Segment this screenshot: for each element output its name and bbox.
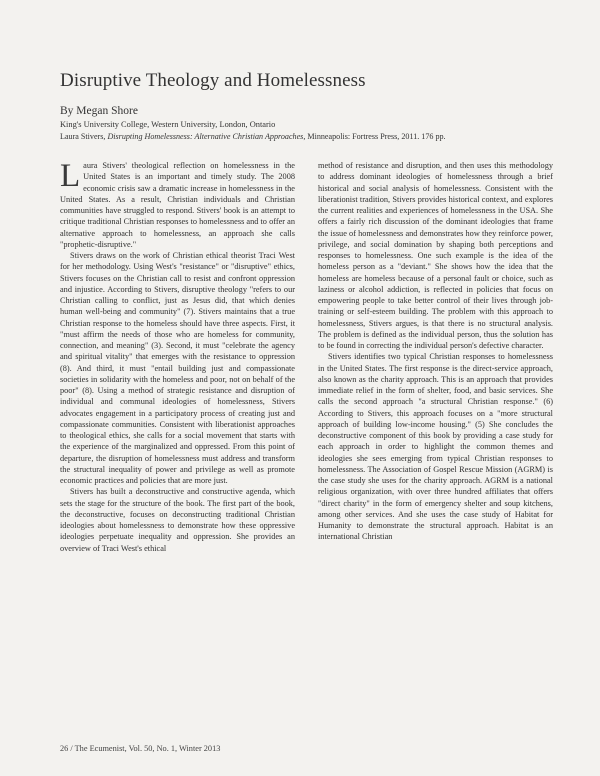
review-author: Laura Stivers, [60, 132, 108, 141]
paragraph [60, 160, 295, 250]
paragraph: Stivers draws on the work of Christian ethical theorist Traci West for her methodology. Using West's "resistance" or "disruptive" ethics, Stivers focuses on the Christian call to resist and confront oppression and injustice. According to Stivers, disruptive theology "refers to our Christian calling to conflict, just as Jesus did, that which denies human well-being and community" (7). Stivers maintains that a true Christian response to the homeless should have three aspects. First, it "must affirm the needs of those who are homeless for community, connection, and meaning" (3). Second, it must "celebrate the agency and spiritual vitality" that emerges with the resistance to oppression (8). And third, it must "entail building just and compassionate societies in solidarity with the homeless and poor, not on behalf of the poor" (8). Using a method of strategic resistance and disruption of individual and communal ideologies of homelessness, Stivers advocates engagement in a participatory process of creating just and compassionate communities. Consistent with liberationist approaches to theological ethics, she calls for a social movement that starts with the experience of the marginalized and oppressed. From this point of departure, the disruption of homelessness must address and transform the structural inequality of power and privilege as well as promote economic practices and policies that are more just. [60, 251, 295, 485]
left-column [60, 160, 295, 554]
paragraph-text: aura Stivers' theological reflection on homelessness in the United States is an important and timely study. The 2008 economic crisis saw a dramatic increase in homelessness in the United States. As a result, Christian individuals and Christian communities have struggled to respond. Stivers' book is an attempt to critique traditional Christian responses to homelessness and to offer an alternative approach to homelessness, an approach she calls "prophetic-disruptive." [60, 161, 295, 249]
article-byline: By Megan Shore [60, 105, 138, 117]
drop-cap: L [60, 158, 81, 194]
paragraph: Stivers identifies two typical Christian responses to homelessness in the United States. The first response is the direct-service approach, also known as the charity approach. This is an approach that provides immediate relief in the form of shelter, food, and basic services. She calls the second approach "a structural Christian response." (6) According to Stivers, this approach focuses on a "more structural approach of building low-income housing." (5) She concludes the deconstructive component of this book by providing a case study for each approach in order to highlight the common themes and ideologies she sees emerging from typical Christian responses to homelessness. The Association of Gospel Rescue Mission (AGRM) is the case study she uses for the charity approach. AGRM is a national religious organization, with over three hundred affiliates that offers "direct charity" in the form of emergency shelter and soup kitchens, among other services. And she uses the case study of Habitat for Humanity to demonstrate the structural approach. Habitat is an international Christian [318, 352, 553, 542]
review-book-title: Disrupting Homelessness: Alternative Christian Approaches [107, 132, 304, 141]
paragraph: Stivers has built a deconstructive and constructive agenda, which sets the stage for the structure of the book. The first part of the book, the deconstructive, focuses on deconstructing traditional Christian ideologies about homelessness to demonstrate how these oppressive ideologies perpetuate inequality and oppression. She provides an overview of Traci West's ethical [60, 487, 295, 553]
review-publisher: , Minneapolis: Fortress Press, 2011. 176 pp. [303, 132, 446, 141]
right-column [318, 160, 553, 543]
author-affiliation: King's University College, Western University, London, Ontario [60, 120, 276, 129]
page-footer: 26 / The Ecumenist, Vol. 50, No. 1, Winter 2013 [60, 744, 221, 753]
reviewed-book-citation [60, 132, 560, 141]
article-title: Disruptive Theology and Homelessness [60, 70, 366, 91]
paragraph: method of resistance and disruption, and then uses this methodology to address dominant ideologies of homelessness through a brief historical and social analysis of homelessness. Consistent with the liberationist tradition, Stivers provides historical context, and explores the current realities and experiences of homelessness in the USA. She offers a fairly rich discussion of the dominant ideologies that frame the issue of homelessness and demonstrates how they reinforce power, privilege, and social domination by shaping both perceptions and responses to homelessness. One such example is the idea of the homeless person as a "deviant." She shows how the idea that the homeless are homeless because of a personal fault or choice, such as laziness or alcohol addiction, is reflected in policies that focus on empowering people to take better control of their lives through job-training or self-esteem building. The problem with this approach to homelessness, Stivers argues, is that there is no structural analysis. The problem is defined as the individual person, thus the solution has to be found in correcting the individual person's defective character. [318, 161, 553, 350]
